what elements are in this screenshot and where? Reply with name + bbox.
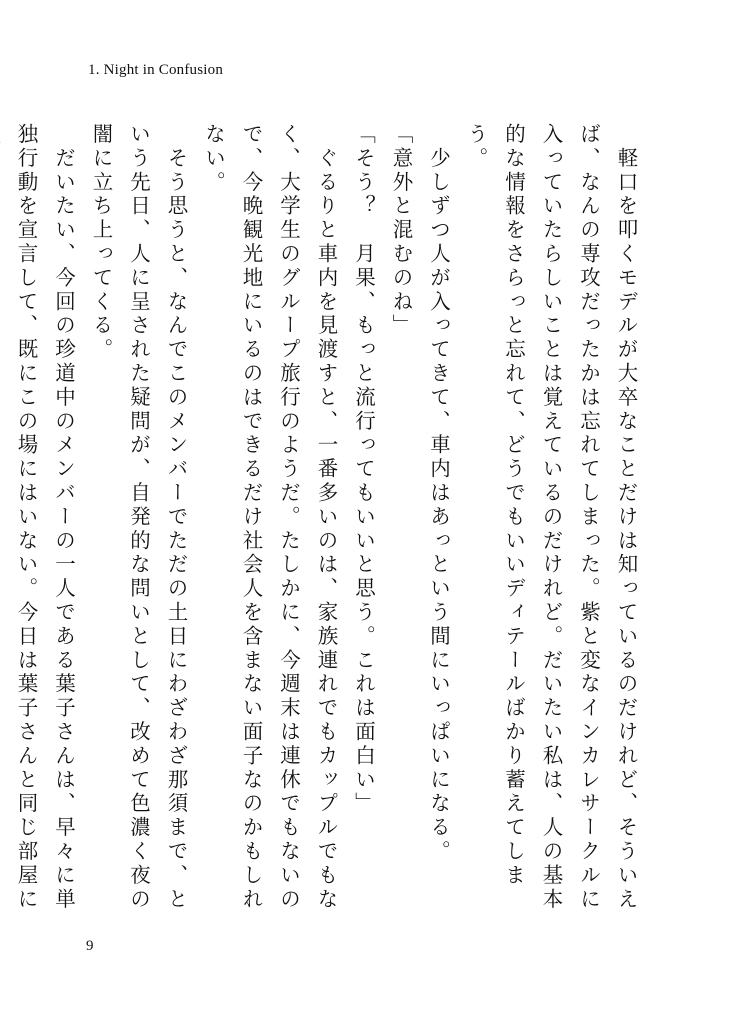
paragraph: だいたい、今回の珍道中のメンバーの一人である葉子さんは、早々に単独行動を宣言して、既にこの場にはいない。今日は葉子さんと同じ部屋に (14, 123, 76, 912)
paragraph: ぐるりと車内を見渡すと、一番多いのは、家族連れでもカップルでもなく、大学生のグループ旅行のようだ。たしかに、今週末は連休でもないので、今晩観光地にいるのはできるだけ社会人を含まない面子なのかもしれない。 (201, 123, 338, 912)
paragraph: 「そう？ 月果、もっと流行ってもいいと思う。これは面白い」 (351, 123, 376, 817)
paragraph: そう思うと、なんでこのメンバーでただの土日にわざわざ那須まで、という先日、人に呈された疑問が、自発的な問いとして、改めて色濃く夜の闇に立ち上ってくる。 (89, 123, 188, 912)
body-text (0, 123, 644, 923)
paragraph: 少しずつ人が入ってきて、車内はあっという間にいっぱいになる。 (426, 123, 451, 864)
paragraph: 「意外と混むのね」 (389, 123, 413, 339)
chapter-header: 1. Night in Confusion (88, 62, 224, 78)
page-number: 9 (86, 938, 94, 954)
paragraph: 軽口を叩くモデルが大卒なことだけは知っているのだけれど、そういえば、なんの専攻だったかは忘れてしまった。紫と変なインカレサークルに入っていたらしいことは覚えているのだけれど。だいたい私は、人の基本的な情報をさらっと忘れて、どうでもいいディテールばかり蓄えてしまう。 (464, 123, 638, 912)
